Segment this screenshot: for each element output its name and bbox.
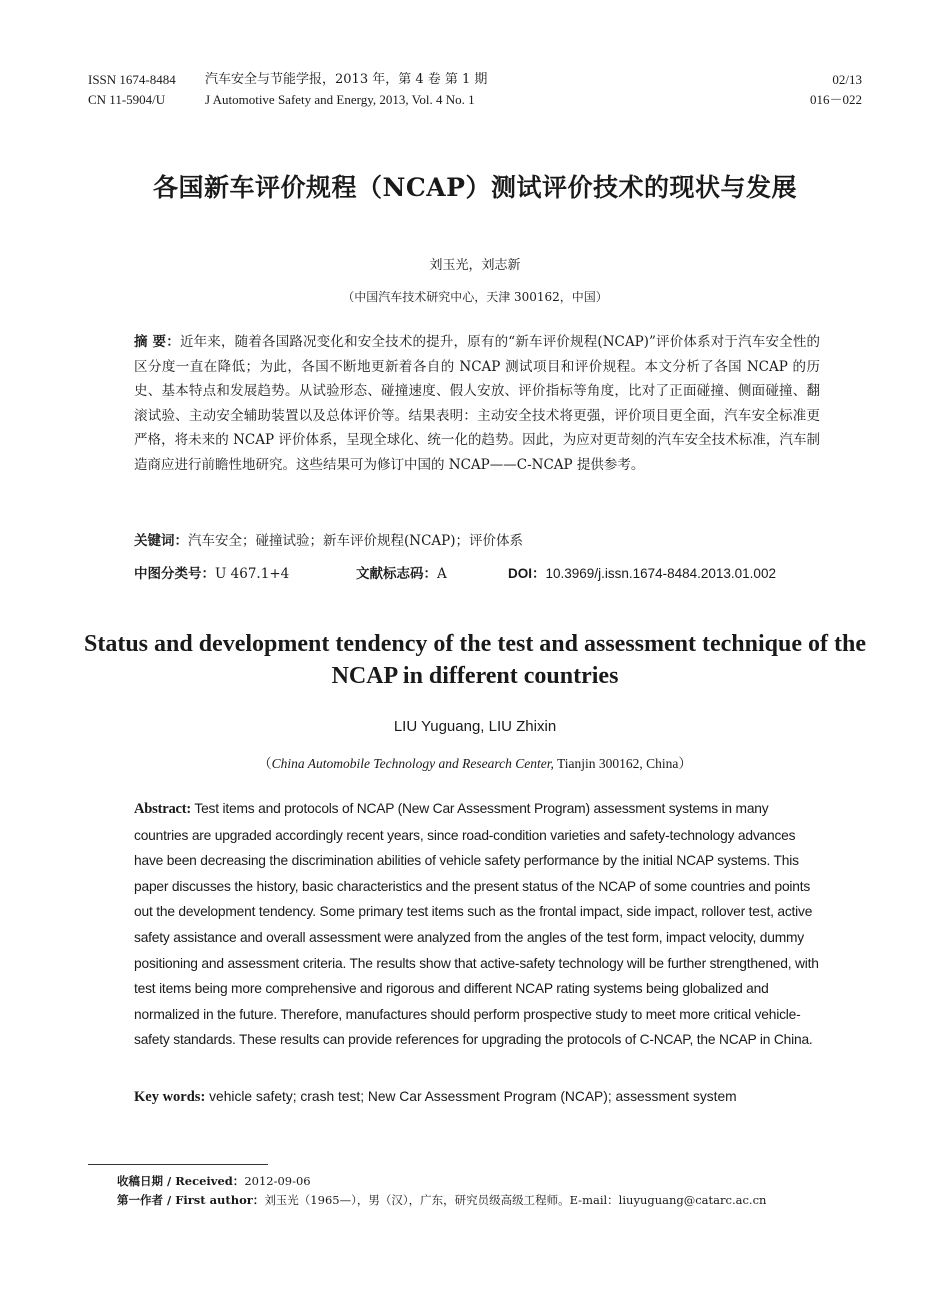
keywords-en [134, 1086, 820, 1108]
journal-name-cn: 汽车安全与节能学报，2013 年，第 4 卷 第 1 期 [205, 72, 488, 87]
clc-label: 中图分类号： [134, 566, 215, 582]
doc-code-label: 文献标志码： [356, 566, 437, 582]
paper-title-en: Status and development tendency of the test and assessment technique of the NCAP in different countries [83, 631, 866, 689]
clc-block [134, 563, 289, 585]
abstract-cn-label: 摘 要： [134, 334, 180, 350]
doc-code-value: A [437, 566, 447, 582]
doi-label: DOI： [508, 566, 546, 581]
affiliation-en-location: Tianjin 300162, China [553, 756, 679, 771]
running-header [88, 70, 862, 110]
doi-value[interactable]: 10.3969/j.issn.1674-8484.2013.01.002 [545, 566, 776, 581]
authors-cn: 刘玉光，刘志新 [429, 258, 521, 273]
header-journal [205, 70, 487, 110]
footnote-divider [88, 1164, 268, 1165]
footnotes [117, 1172, 877, 1210]
received-value: 2012-09-06 [244, 1174, 311, 1188]
affiliation-en-close: ） [678, 756, 692, 771]
issn-number: ISSN 1674-8484 [88, 72, 176, 87]
keywords-en-text: vehicle safety; crash test; New Car Assessment Program (NCAP); assessment system [209, 1089, 737, 1104]
authors-en: LIU Yuguang, LIU Zhixin [393, 718, 557, 735]
received-label: 收稿日期 / Received： [117, 1174, 245, 1188]
clc-value: U 467.1+4 [215, 566, 290, 582]
abstract-en [134, 796, 820, 1053]
affiliation-cn: （中国汽车技术研究中心，天津 300162，中国） [342, 290, 608, 304]
affiliation-en [0, 752, 950, 772]
doc-code-block [356, 563, 447, 585]
header-identifiers [88, 70, 198, 110]
footnote-first-author [117, 1191, 877, 1210]
page-range: 016－022 [809, 92, 862, 107]
journal-name-en: J Automotive Safety and Energy, 2013, Vol. 4 No. 1 [205, 92, 475, 107]
keywords-cn [134, 530, 820, 552]
abstract-cn-text: 近年来，随着各国路况变化和安全技术的提升，原有的“新车评价规程(NCAP)”评价体系对于汽车安全性的区分度一直在降低；为此，各国不断地更新着各自的 NCAP 测试项目和评价规程。本文分析了各国 NCAP 的历史、基本特点和发展趋势。从试验形态、碰撞速度、假人安放、评价指标等角度，比对了正面碰撞、侧面碰撞、翻滚试验、主动安全辅助装置以及总体评价等。结果表明：主动安全技术将更强，评价项目更全面，汽车安全标准更严格，将未来的 NCAP 评价体系，呈现全球化、统一化的趋势。因此，为应对更苛刻的汽车安全技术标准，汽车制造商应进行前瞻性地研究。这些结果可为修订中国的 NCAP——C-NCAP 提供参考。 [134, 334, 821, 473]
paper-title-cn: 各国新车评价规程（NCAP）测试评价技术的现状与发展 [153, 173, 797, 202]
abstract-en-text: Test items and protocols of NCAP (New Car Assessment Program) assessment systems in many countries are upgraded accordingly recent years, since road-condition varieties and safety-technology advances have been decreasing the discrimination abilities of vehicle safety performance by the initial NCAP systems. This paper discusses the history, basic characteristics and the present status of the NCAP of some countries and points out the development tendency. Some primary test items such as the frontal impact, side impact, rollover test, active safety assistance and overall assessment were analyzed from the angles of the test form, impact velocity, dummy positioning and assessment criteria. The results show that active-safety technology will be further strengthened, with test items being more comprehensive and rigorous and different NCAP rating systems being globalized and normalized in the future. Therefore, manufactures should perform prospective study to meet more critical vehicle-safety standards. These results can provide references for upgrading the protocols of C-NCAP, the NCAP in China. [134, 801, 819, 1048]
abstract-cn [134, 330, 820, 477]
header-issue-info [810, 70, 862, 110]
keywords-en-label: Key words: [134, 1089, 206, 1105]
issue-code: 02/13 [832, 72, 862, 87]
first-author-label: 第一作者 / First author： [117, 1193, 265, 1207]
footnote-received [117, 1172, 877, 1191]
abstract-en-label: Abstract: [134, 801, 191, 817]
affiliation-en-open: （ [258, 756, 272, 771]
affiliation-en-institution: China Automobile Technology and Research Center, [271, 756, 554, 771]
keywords-cn-text: 汽车安全；碰撞试验；新车评价规程(NCAP)；评价体系 [188, 533, 524, 549]
doi-block [508, 563, 776, 585]
first-author-value: 刘玉光（1965—），男（汉），广东，研究员级高级工程师。E-mail：liuyuguang@catarc.ac.cn [264, 1193, 767, 1207]
keywords-cn-label: 关键词： [134, 533, 188, 549]
cn-number: CN 11-5904/U [88, 92, 166, 107]
